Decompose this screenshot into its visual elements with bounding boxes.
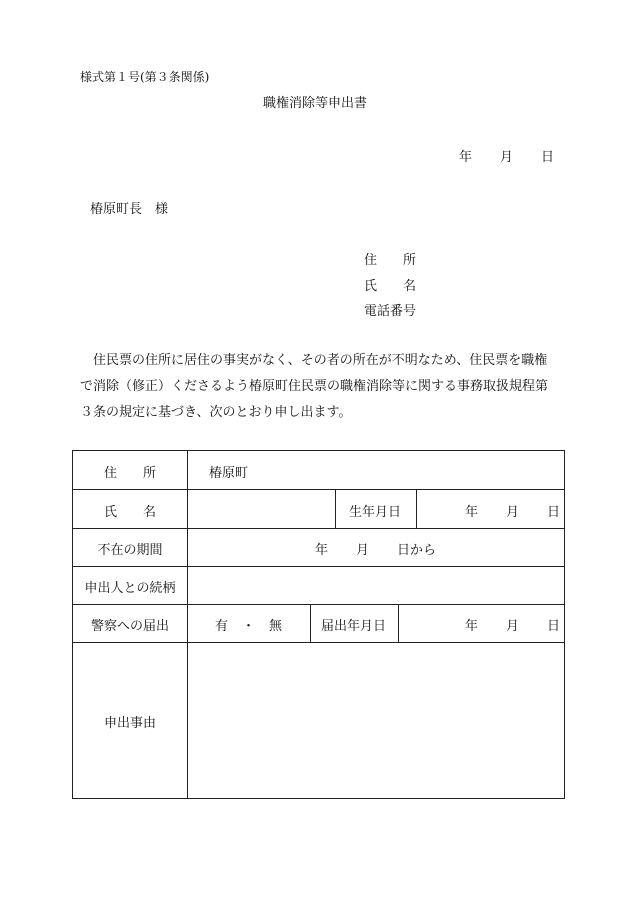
- absence-period-label: 不在の期間: [97, 543, 163, 558]
- statement-line-1: 住民票の住所に居住の事実がなく、その者の所在が不明なため、住民票を職権: [93, 353, 548, 368]
- date-day: 日: [541, 150, 555, 165]
- applicant-address-label: 住 所: [364, 253, 417, 268]
- row-divider: [73, 604, 564, 605]
- row-divider: [73, 566, 564, 567]
- police-report-separator: ・: [242, 619, 256, 634]
- label-column-divider: [187, 451, 188, 798]
- statement-line-2: で消除（修正）くださるよう椿原町住民票の職権消除等に関する事務取扱規程第: [80, 379, 549, 394]
- relationship-label: 申出人との続柄: [84, 581, 176, 596]
- applicant-phone-label: 電話番号: [364, 304, 417, 319]
- report-date-label: 届出年月日: [321, 619, 387, 634]
- cell-divider: [335, 489, 336, 528]
- document-title: 職権消除等申出書: [262, 96, 367, 111]
- date-year: 年: [459, 150, 473, 165]
- application-form-table: [72, 450, 565, 799]
- row-divider: [73, 528, 564, 529]
- report-month: 月: [506, 619, 520, 634]
- birth-year: 年: [465, 505, 479, 520]
- absence-month: 月: [356, 543, 370, 558]
- addressee: 椿原町長 様: [90, 202, 169, 217]
- request-statement: [80, 348, 580, 426]
- cell-divider: [310, 604, 311, 642]
- name-label: 氏 名: [103, 505, 156, 520]
- cell-divider: [398, 604, 399, 642]
- police-report-label: 警察への届出: [90, 619, 169, 634]
- birth-month: 月: [506, 505, 520, 520]
- statement-line-3: ３条の規定に基づき、次のとおり申し出ます。: [80, 405, 352, 420]
- date-month: 月: [500, 150, 514, 165]
- address-label: 住 所: [103, 466, 156, 481]
- police-report-yes: 有: [215, 619, 229, 634]
- birth-date-label: 生年月日: [349, 505, 402, 520]
- form-number: 様式第１号(第３条関係): [80, 70, 210, 84]
- report-year: 年: [465, 619, 479, 634]
- absence-day-from: 日から: [397, 543, 437, 558]
- absence-year: 年: [315, 543, 329, 558]
- birth-day: 日: [547, 505, 561, 520]
- police-report-no: 無: [269, 619, 283, 634]
- row-divider: [73, 642, 564, 643]
- report-day: 日: [547, 619, 561, 634]
- reason-label: 申出事由: [103, 716, 156, 731]
- applicant-name-label: 氏 名: [364, 279, 417, 294]
- row-divider: [73, 489, 564, 490]
- address-value: 椿原町: [209, 466, 249, 481]
- cell-divider: [416, 489, 417, 528]
